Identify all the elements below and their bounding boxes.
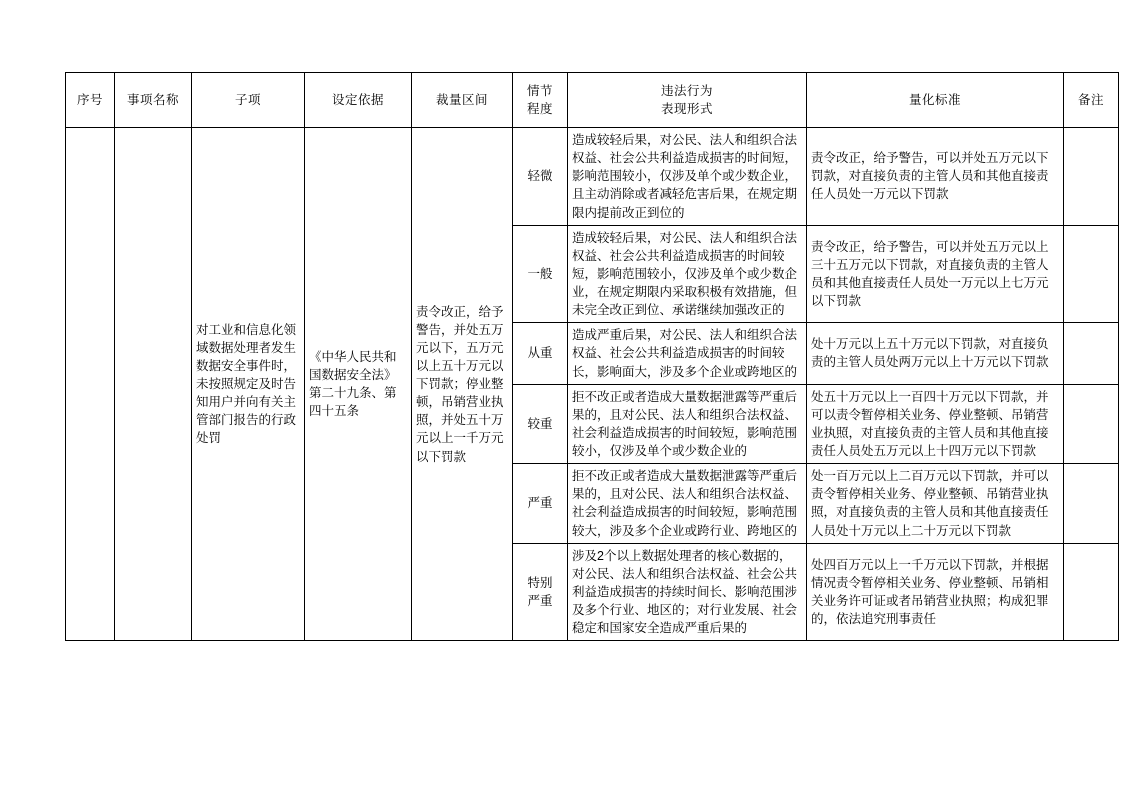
cell-behavior: 拒不改正或者造成大量数据泄露等严重后果的，且对公民、法人和组织合法权益、社会利益造成损害的时间较短，影响范围较大，涉及多个企业或跨行业、跨地区的 [568, 464, 807, 544]
table-header-row [66, 73, 1119, 128]
cell-subitem: 对工业和信息化领域数据处理者发生数据安全事件时，未按照规定及时告知用户并向有关主管部门报告的行政处罚 [192, 128, 305, 641]
cell-seq [66, 128, 115, 641]
cell-item-name [115, 128, 192, 641]
table-header [66, 73, 1119, 128]
cell-standard: 处四百万元以上一千万元以下罚款，并根据情况责令暂停相关业务、停业整顿、吊销相关业务许可证或者吊销营业执照；构成犯罪的，依法追究刑事责任 [807, 543, 1064, 641]
cell-level: 较重 [513, 384, 568, 464]
column-header-item-name: 事项名称 [115, 73, 192, 128]
column-header-behavior [568, 73, 807, 128]
cell-note [1064, 384, 1119, 464]
table-row [66, 128, 1119, 226]
cell-level [513, 543, 568, 641]
column-header-seq: 序号 [66, 73, 115, 128]
column-header-basis: 设定依据 [305, 73, 412, 128]
cell-note [1064, 464, 1119, 544]
column-header-standard: 量化标准 [807, 73, 1064, 128]
cell-behavior: 造成较轻后果，对公民、法人和组织合法权益、社会公共利益造成损害的时间较短，影响范围较小，仅涉及单个或少数企业，在规定期限内采取积极有效措施，但未完全改正到位、承诺继续加强改正的 [568, 225, 807, 323]
cell-standard: 责令改正，给予警告，可以并处五万元以上三十五万元以下罚款，对直接负责的主管人员和其他直接责任人员处一万元以上七万元以下罚款 [807, 225, 1064, 323]
cell-behavior: 拒不改正或者造成大量数据泄露等严重后果的，且对公民、法人和组织合法权益、社会利益造成损害的时间较短，影响范围较小，仅涉及单个或少数企业的 [568, 384, 807, 464]
discretion-standard-table [65, 72, 1119, 641]
cell-behavior: 造成严重后果，对公民、法人和组织合法权益、社会公共利益造成损害的时间较长，影响面大，涉及多个企业或跨地区的 [568, 323, 807, 384]
column-header-subitem: 子项 [192, 73, 305, 128]
cell-level: 从重 [513, 323, 568, 384]
cell-level-line1: 特别 [527, 575, 553, 590]
column-header-range: 裁量区间 [412, 73, 513, 128]
cell-level: 严重 [513, 464, 568, 544]
table-body [66, 128, 1119, 641]
cell-standard: 处十万元以上五十万元以下罚款，对直接负责的主管人员处两万元以上十万元以下罚款 [807, 323, 1064, 384]
column-header-behavior-line1: 违法行为 [660, 83, 713, 98]
cell-basis: 《中华人民共和国数据安全法》第二十九条、第四十五条 [305, 128, 412, 641]
column-header-level-line1: 情节 [526, 83, 553, 98]
column-header-level-line2: 程度 [526, 102, 553, 116]
cell-note [1064, 225, 1119, 323]
column-header-note: 备注 [1064, 73, 1119, 128]
cell-standard: 处五十万元以上一百四十万元以下罚款，并可以责令暂停相关业务、停业整顿、吊销营业执照，对直接负责的主管人员和其他直接责任人员处五万元以上十四万元以下罚款 [807, 384, 1064, 464]
cell-range: 责令改正，给予警告，并处五万元以下，五万元以上五十万元以下罚款；停业整顿，吊销营业执照，并处五十万元以上一千万元以下罚款 [412, 128, 513, 641]
column-header-behavior-line2: 表现形式 [660, 102, 713, 116]
cell-note [1064, 543, 1119, 641]
cell-note [1064, 323, 1119, 384]
cell-standard: 处一百万元以上二百万元以下罚款，并可以责令暂停相关业务、停业整顿、吊销营业执照，对直接负责的主管人员和其他直接责任人员处十万元以上二十万元以下罚款 [807, 464, 1064, 544]
cell-level-line2: 严重 [527, 593, 553, 608]
column-header-level [513, 73, 568, 128]
cell-level: 轻微 [513, 128, 568, 226]
cell-note [1064, 128, 1119, 226]
cell-standard: 责令改正，给予警告，可以并处五万元以下罚款，对直接负责的主管人员和其他直接责任人员处一万元以下罚款 [807, 128, 1064, 226]
cell-level: 一般 [513, 225, 568, 323]
cell-behavior: 涉及2个以上数据处理者的核心数据的，对公民、法人和组织合法权益、社会公共利益造成损害的持续时间长、影响范围涉及多个行业、地区的；对行业发展、社会稳定和国家安全造成严重后果的 [568, 543, 807, 641]
cell-behavior: 造成较轻后果，对公民、法人和组织合法权益、社会公共利益造成损害的时间短，影响范围较小，仅涉及单个或少数企业，且主动消除或者减轻危害后果，在规定期限内提前改正到位的 [568, 128, 807, 226]
